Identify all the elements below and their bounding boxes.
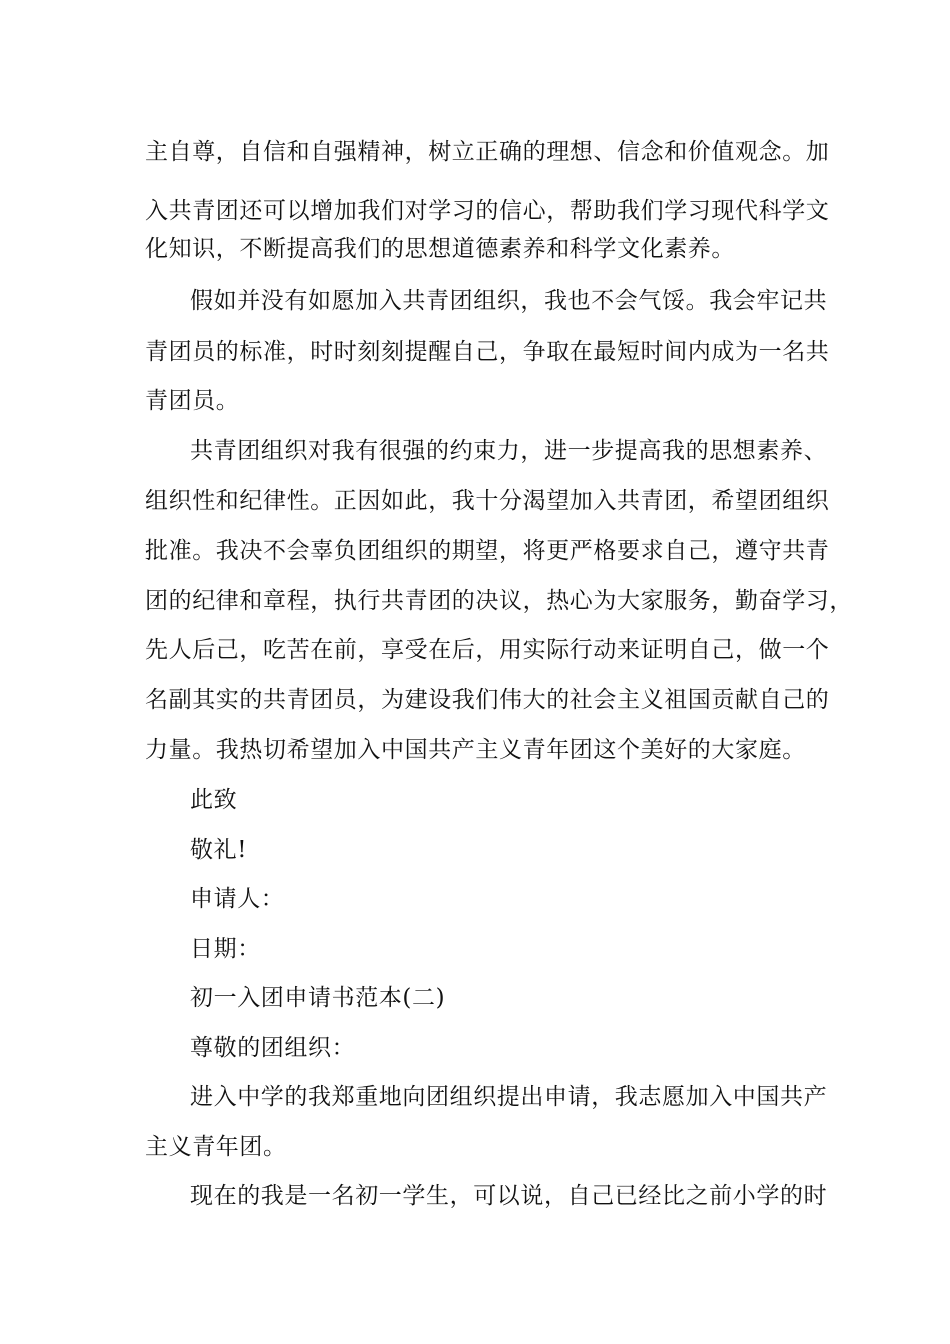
date-label: 日期： [190,936,261,962]
paragraph-1-line-2: 入共青团还可以增加我们对学习的信心，帮助我们学习现代科学文 [145,198,830,224]
paragraph-5-line-1: 现在的我是一名初一学生，可以说，自己已经比之前小学的时 [190,1183,828,1209]
paragraph-1-line-1: 主自尊，自信和自强精神，树立正确的理想、信念和价值观念。加 [145,139,830,165]
paragraph-2-line-2: 青团员的标准，时时刻刻提醒自己，争取在最短时间内成为一名共 [145,339,830,365]
paragraph-3-line-6: 名副其实的共青团员，为建设我们伟大的社会主义祖国贡献自己的 [145,687,830,713]
paragraph-3-line-5: 先人后己，吃苦在前，享受在后，用实际行动来证明自己，做一个 [145,637,830,663]
paragraph-1-line-3: 化知识，不断提高我们的思想道德素养和科学文化素养。 [145,236,735,262]
closing-text: 此致 [190,787,238,813]
paragraph-3-line-7: 力量。我热切希望加入中国共产主义青年团这个美好的大家庭。 [145,737,806,763]
paragraph-4-line-1: 进入中学的我郑重地向团组织提出申请，我志愿加入中国共产 [190,1084,828,1110]
paragraph-3-line-4: 团的纪律和章程，执行共青团的决议，热心为大家服务，勤奋学习， [145,588,853,614]
paragraph-2-line-3: 青团员。 [145,388,240,414]
applicant-label: 申请人： [190,886,285,912]
paragraph-3-line-1: 共青团组织对我有很强的约束力，进一步提高我的思想素养、 [190,438,828,464]
paragraph-4-line-2: 主义青年团。 [145,1134,287,1160]
greeting-text: 尊敬的团组织： [190,1035,356,1061]
paragraph-2-line-1: 假如并没有如愿加入共青团组织，我也不会气馁。我会牢记共 [190,288,828,314]
section-title: 初一入团申请书范本(二) [190,985,446,1011]
paragraph-3-line-2: 组织性和纪律性。正因如此，我十分渴望加入共青团，希望团组织 [145,488,830,514]
paragraph-3-line-3: 批准。我决不会辜负团组织的期望，将更严格要求自己，遵守共青 [145,538,830,564]
salute-text: 敬礼! [190,837,248,863]
